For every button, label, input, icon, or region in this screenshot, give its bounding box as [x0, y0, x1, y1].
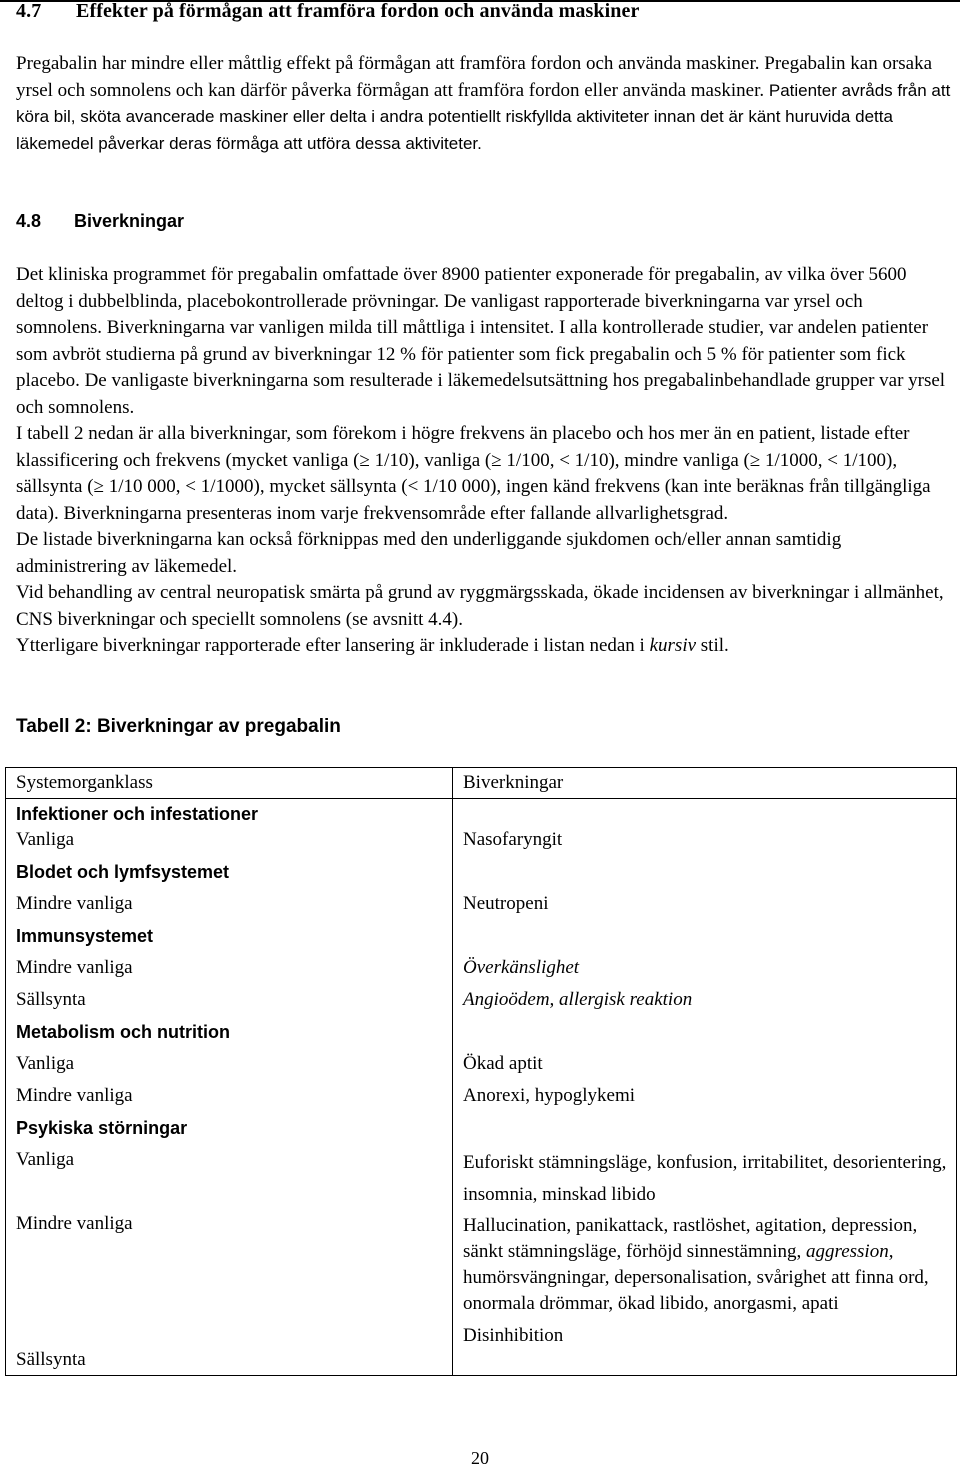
organ-class-label: Metabolism och nutrition	[16, 1022, 230, 1042]
table-row	[6, 799, 957, 1376]
adverse-reaction: Angioödem, allergisk reaktion	[463, 989, 693, 1010]
section-4-8-paragraph-4: Vid behandling av central neuropatisk smärta på grund av ryggmärgsskada, ökade incidensen av biverkningar i allmänhet, CNS biverkningar och speciellt somnolens (se avsnitt 4.4).	[16, 582, 944, 630]
table-cell-right	[453, 799, 957, 1376]
section-4-7-paragraph	[16, 51, 951, 157]
organ-class-label: Psykiska störningar	[16, 1118, 188, 1138]
page-number: 20	[471, 1448, 489, 1468]
adverse-reaction: Överkänslighet	[463, 957, 580, 978]
frequency-label: Mindre vanliga	[16, 1213, 133, 1234]
section-4-7-paragraph-a: Pregabalin har mindre eller måttlig effekt på förmågan att framföra fordon och använda maskiner. Pregabalin kan orsaka yrsel och somnolens och kan därför påverka förmågan att framföra fordon eller använda maskiner.	[16, 53, 933, 101]
paragraph-5-post: stil.	[696, 635, 729, 656]
frequency-label: Vanliga	[16, 829, 75, 850]
section-4-8-title: Biverkningar	[74, 211, 185, 231]
adverse-reaction-italic: aggression	[806, 1241, 889, 1262]
frequency-label: Mindre vanliga	[16, 1085, 133, 1106]
adverse-reaction-pre: Hallucination, panikattack, rastlöshet, agitation, depression, sänkt stämningsläge, förhöjd sinnestämning,	[463, 1215, 918, 1262]
section-4-7-number: 4.7	[16, 0, 42, 22]
adverse-reaction: Neutropeni	[463, 893, 549, 914]
section-4-8-paragraph-2: I tabell 2 nedan är alla biverkningar, som förekom i högre frekvens än placebo och hos mer än en patient, listade efter klassificering och frekvens (mycket vanliga (≥ 1/10), vanliga (≥ 1/100, < 1/10), mindre vanliga (≥ 1/1000, < 1/100), sällsynta (≥ 1/10 000, < 1/1000), mycket sällsynta (< 1/10 000), ingen känd frekvens (kan inte beräknas från tillgängliga data). Biverkningarna presenteras inom varje frekvensområde efter fallande allvarlighetsgrad.	[16, 423, 931, 524]
spacer	[463, 1109, 948, 1141]
organ-class-label: Blodet och lymfsystemet	[16, 862, 230, 882]
section-4-7-title: Effekter på förmågan att framföra fordon och använda maskiner	[76, 0, 640, 22]
section-4-8-heading	[16, 211, 184, 232]
adverse-reaction: Ökad aptit	[463, 1053, 543, 1074]
section-4-8-paragraph-5	[16, 633, 951, 660]
paragraph-5-italic: kursiv	[649, 635, 697, 656]
spacer	[463, 917, 948, 949]
adverse-reaction: Anorexi, hypoglykemi	[463, 1085, 636, 1106]
organ-class-label: Immunsystemet	[16, 926, 154, 946]
adverse-reaction-post: , humörsvängningar, depersonalisation, svårighet att finna ord, onormala drömmar, ökad libido, anorgasmi, apati	[463, 1241, 929, 1314]
section-4-8-paragraph-1: Det kliniska programmet för pregabalin omfattade över 8900 patienter exponerade för pregabalin, av vilka över 5600 deltog i dubbelblinda, placebokontrollerade prövningar. De vanligast rapporterade biverkningarna var yrsel och somnolens. Biverkningarna var vanligen milda till måttliga i intensitet. I alla kontrollerade studier, var andelen patienter som avbröt studierna på grund av biverkningar 12 % för patienter som fick pregabalin och 5 % för patienter som fick placebo. De vanligaste biverkningarna som resulterade i läkemedelsutsättning hos pregabalinbehandlade grupper var yrsel och somnolens.	[16, 264, 946, 418]
frequency-label: Vanliga	[16, 1053, 75, 1074]
adverse-reaction: Disinhibition	[463, 1325, 564, 1346]
organ-class-label: Infektioner och infestationer	[16, 804, 259, 824]
table-title: Tabell 2: Biverkningar av pregabalin	[16, 716, 341, 737]
paragraph-5-pre: Ytterligare biverkningar rapporterade efter lansering är inkluderade i listan nedan i	[16, 635, 650, 656]
adverse-reaction: Euforiskt stämningsläge, konfusion, irritabilitet, desorientering, insomnia, minskad libido	[463, 1152, 947, 1205]
section-4-8-body	[16, 262, 951, 660]
section-4-7-paragraph-b: Patienter avråds från att köra bil, sköta avancerade maskiner eller delta i andra potentiellt riskfyllda aktiviteter innan det är känt huruvida detta läkemedel påverkar deras förmåga att utföra dessa aktiviteter.	[16, 80, 951, 153]
adverse-reaction	[463, 1213, 948, 1317]
spacer	[463, 853, 948, 885]
spacer	[463, 801, 948, 827]
header-system-organ-class: Systemorganklass	[6, 768, 453, 799]
frequency-label: Mindre vanliga	[16, 893, 133, 914]
frequency-label: Vanliga	[16, 1149, 75, 1170]
spacer	[463, 1013, 948, 1045]
frequency-label: Mindre vanliga	[16, 957, 133, 978]
section-4-8-paragraph-3: De listade biverkningarna kan också förknippas med den underliggande sjukdomen och/eller annan samtidig administrering av läkemedel.	[16, 529, 842, 577]
section-4-7-heading	[16, 0, 639, 23]
adverse-reaction: Nasofaryngit	[463, 829, 563, 850]
table-header-row	[6, 768, 957, 799]
frequency-label: Sällsynta	[16, 989, 86, 1010]
adverse-reactions-table	[5, 767, 957, 1376]
section-4-8-number: 4.8	[16, 211, 42, 231]
header-adverse-reactions: Biverkningar	[453, 768, 957, 799]
table-cell-left	[6, 799, 453, 1376]
frequency-label: Sällsynta	[16, 1349, 86, 1370]
